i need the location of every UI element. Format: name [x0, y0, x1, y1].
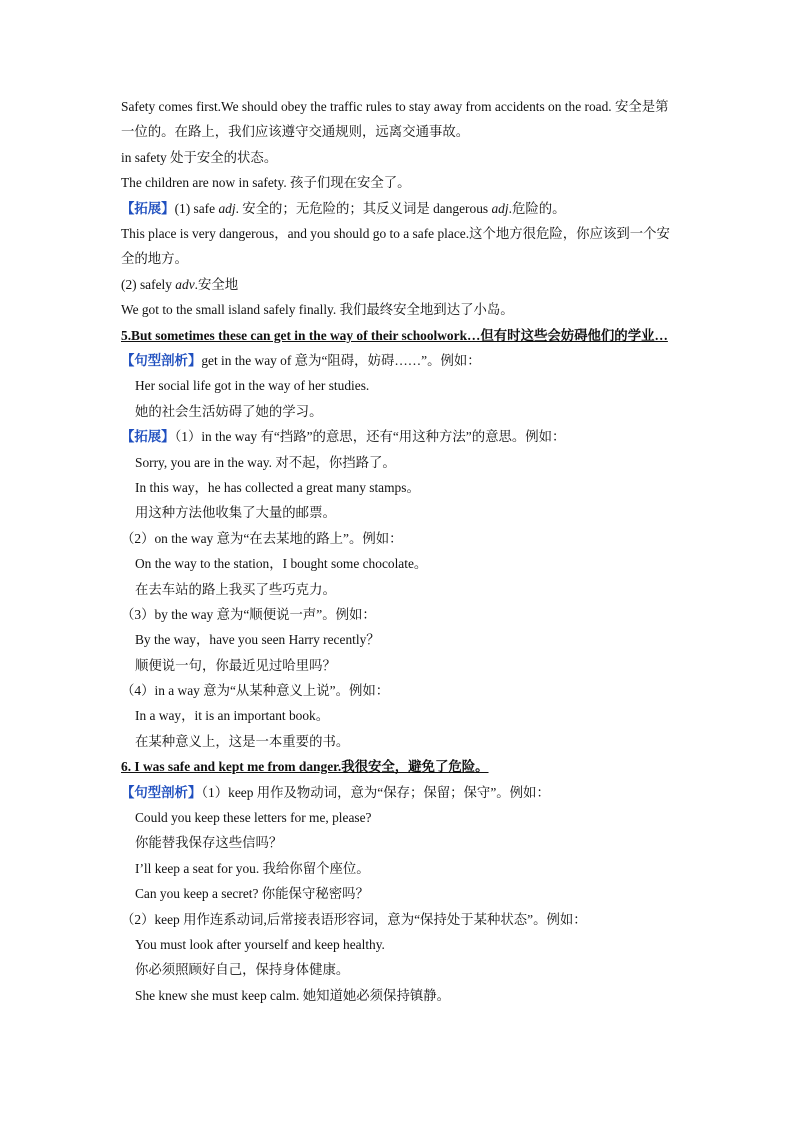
pos-adj: adj — [218, 200, 236, 216]
paragraph-safety-first: Safety comes first.We should obey the traffic rules to stay away from accidents on the road. 安全是第一位的。在路上，我们应该遵守交通规则，远离交通事故。 — [121, 99, 669, 140]
example-children-safety: The children are now in safety. 孩子们现在安全了。 — [121, 175, 411, 191]
analysis-5 — [121, 348, 681, 373]
paragraph-in-safety: in safety 处于安全的状态。 — [121, 149, 278, 165]
analysis-6-text: （1）keep 用作及物动词，意为“保存；保留；保守”。例如： — [201, 784, 550, 800]
item-keep-linking-verb: （2）keep 用作连系动词,后常接表语形容词，意为“保持处于某种状态”。例如： — [121, 911, 587, 927]
expansion-label: 【拓展】 — [121, 200, 175, 216]
item-on-the-way: （2）on the way 意为“在去某地的路上”。例如： — [121, 530, 403, 546]
analysis-5-text: get in the way of 意为“阻碍，妨碍……”。例如： — [201, 352, 481, 368]
expansion-safely-text-a: (2) safely — [121, 276, 176, 292]
analysis-label-2: 【句型剖析】 — [121, 784, 202, 800]
example-on-the-way: On the way to the station，I bought some chocolate。 — [135, 556, 428, 572]
expansion-safe-text-b: . 安全的；无危险的；其反义词是 dangerous — [235, 200, 492, 216]
example-keep-healthy-cn: 你必须照顾好自己，保持身体健康。 — [135, 962, 350, 978]
example-in-this-way: In this way，he has collected a great many stamps。 — [135, 479, 420, 495]
section-heading-5: 5.But sometimes these can get in the way of their schoolwork…但有时这些会妨碍他们的学业… — [121, 327, 668, 343]
example-keep-calm: She knew she must keep calm. 她知道她必须保持镇静。 — [135, 987, 451, 1003]
example-island: We got to the small island safely finally. 我们最终安全地到达了小岛。 — [121, 302, 514, 318]
pos-adj-2: adj — [491, 200, 509, 216]
example-keep-letters: Could you keep these letters for me, please? — [135, 810, 372, 826]
expansion-5-text: （1）in the way 有“挡路”的意思，还有“用这种方法”的意思。例如： — [174, 429, 566, 445]
example-on-the-way-cn: 在去车站的路上我买了些巧克力。 — [135, 581, 336, 597]
item-in-a-way: （4）in a way 意为“从某种意义上说”。例如： — [121, 683, 390, 699]
example-keep-healthy: You must look after yourself and keep healthy. — [135, 936, 385, 952]
expansion-5 — [121, 424, 681, 449]
example-social-life-cn: 她的社会生活妨碍了她的学习。 — [135, 403, 323, 419]
expansion-safely — [121, 272, 681, 297]
example-keep-secret: Can you keep a secret? 你能保守秘密吗？ — [135, 886, 369, 902]
section-heading-6: 6. I was safe and kept me from danger.我很安全，避免了危险。 — [121, 759, 489, 775]
example-in-this-way-cn: 用这种方法他收集了大量的邮票。 — [135, 505, 336, 521]
analysis-label: 【句型剖析】 — [121, 352, 202, 368]
analysis-6 — [121, 780, 681, 805]
document-page — [0, 94, 800, 1008]
expansion-safe-text-a: (1) safe — [174, 200, 219, 216]
item-by-the-way: （3）by the way 意为“顺便说一声”。例如： — [121, 606, 376, 622]
example-in-a-way: In a way，it is an important book。 — [135, 708, 330, 724]
example-social-life: Her social life got in the way of her studies. — [135, 378, 370, 394]
example-in-the-way: Sorry, you are in the way. 对不起，你挡路了。 — [135, 454, 396, 470]
example-dangerous-place: This place is very dangerous，and you should go to a safe place.这个地方很危险，你应该到一个安全的地方。 — [121, 225, 670, 267]
expansion-safe-text-c: .危险的。 — [508, 200, 566, 216]
example-in-a-way-cn: 在某种意义上，这是一本重要的书。 — [135, 733, 350, 749]
example-by-the-way: By the way，have you seen Harry recently？ — [135, 632, 380, 648]
expansion-safely-text-b: .安全地 — [194, 276, 239, 292]
example-keep-seat: I’ll keep a seat for you. 我给你留个座位。 — [135, 860, 370, 876]
expansion-label-2: 【拓展】 — [121, 429, 175, 445]
expansion-safe — [121, 196, 681, 221]
example-by-the-way-cn: 顺便说一句，你最近见过哈里吗？ — [135, 657, 336, 673]
pos-adv: adv — [175, 276, 195, 292]
example-keep-letters-cn: 你能替我保存这些信吗？ — [135, 835, 283, 851]
